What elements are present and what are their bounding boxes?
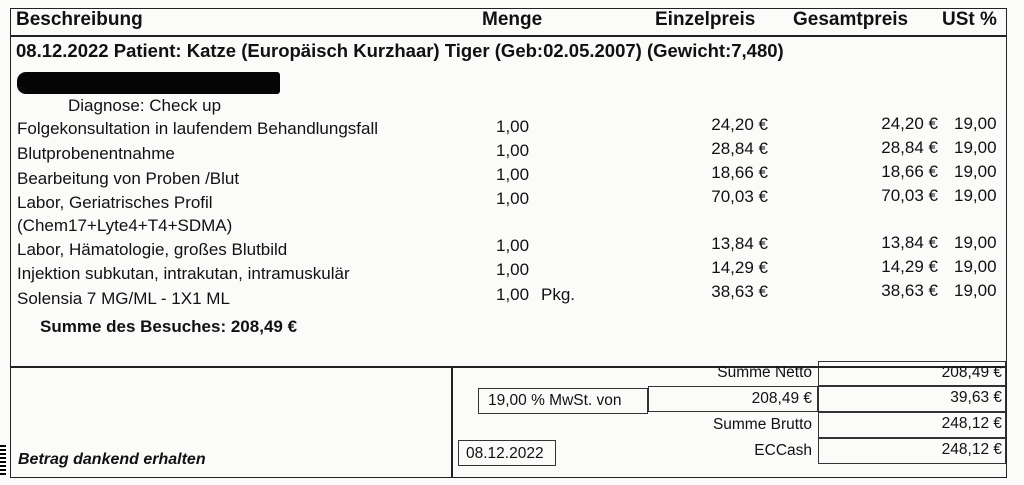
item-unit: Pkg. <box>541 285 576 304</box>
totals-left-divider <box>451 366 453 478</box>
item-description: Solensia 7 MG/ML - 1X1 ML <box>17 289 230 308</box>
item-total: 70,03 € <box>881 186 938 205</box>
item-description: Labor, Geriatrisches Profil <box>17 193 213 212</box>
item-unit-price: 14,29 € <box>711 258 768 277</box>
vat-base: 208,49 € <box>751 390 812 407</box>
item-vat: 19,00 <box>954 281 997 300</box>
item-unit-price: 24,20 € <box>711 115 768 134</box>
patient-line: 08.12.2022 Patient: Katze (Europäisch Kurzhaar) Tiger (Geb:02.05.2007) (Gewicht:7,480) <box>16 40 784 61</box>
header-vat: USt % <box>942 9 997 30</box>
payment-value: 248,12 € <box>941 441 1002 458</box>
item-description: Bearbeitung von Proben /Blut <box>17 169 240 188</box>
item-qty: 1,00 <box>496 141 530 160</box>
gross-value: 248,12 € <box>941 415 1002 432</box>
item-description-continued: (Chem17+Lyte4+T4+SDMA) <box>17 216 233 235</box>
item-vat: 19,00 <box>954 186 997 205</box>
visit-sum: Summe des Besuches: 208,49 € <box>40 317 298 336</box>
item-unit-price: 38,63 € <box>711 282 768 301</box>
vat-value: 39,63 € <box>950 389 1002 406</box>
payment-method: ECCash <box>754 442 812 459</box>
item-qty: 1,00 <box>496 236 530 255</box>
item-vat: 19,00 <box>954 114 997 133</box>
item-total: 38,63 € <box>881 281 938 300</box>
item-total: 24,20 € <box>881 114 938 133</box>
item-vat: 19,00 <box>954 257 997 276</box>
item-qty: 1,00 <box>496 117 530 136</box>
item-unit-price: 28,84 € <box>711 139 768 158</box>
header-divider <box>10 35 1007 37</box>
item-vat: 19,00 <box>954 138 997 157</box>
payment-date: 08.12.2022 <box>466 445 544 462</box>
header-total-price: Gesamtpreis <box>793 9 909 30</box>
item-unit-price: 70,03 € <box>711 187 768 206</box>
item-description: Folgekonsultation in laufendem Behandlungsfall <box>17 119 379 138</box>
header-unit-price: Einzelpreis <box>655 9 756 30</box>
item-unit-price: 18,66 € <box>711 163 768 182</box>
item-total: 18,66 € <box>881 162 938 181</box>
diagnosis: Diagnose: Check up <box>68 96 222 115</box>
item-qty: 1,00 <box>496 189 530 208</box>
item-total: 13,84 € <box>881 233 938 252</box>
net-value: 208,49 € <box>941 364 1002 381</box>
item-unit-price: 13,84 € <box>711 234 768 253</box>
item-qty: 1,00 <box>496 165 530 184</box>
item-total: 28,84 € <box>881 138 938 157</box>
item-description: Blutprobenentnahme <box>17 144 175 163</box>
item-vat: 19,00 <box>954 233 997 252</box>
item-total: 14,29 € <box>881 257 938 276</box>
net-label: Summe Netto <box>717 364 812 381</box>
vat-label: 19,00 % MwSt. von <box>488 392 622 409</box>
item-qty: 1,00 <box>496 285 530 304</box>
header-description: Beschreibung <box>16 9 143 30</box>
item-description: Labor, Hämatologie, großes Blutbild <box>17 240 288 259</box>
item-vat: 19,00 <box>954 162 997 181</box>
scan-edge-mark <box>0 445 6 475</box>
item-description: Injektion subkutan, intrakutan, intramuskulär <box>17 264 350 283</box>
header-quantity: Menge <box>482 9 543 30</box>
footer-note: Betrag dankend erhalten <box>18 451 206 468</box>
redaction-bar <box>17 72 280 94</box>
gross-label: Summe Brutto <box>712 416 812 433</box>
item-qty: 1,00 <box>496 260 530 279</box>
